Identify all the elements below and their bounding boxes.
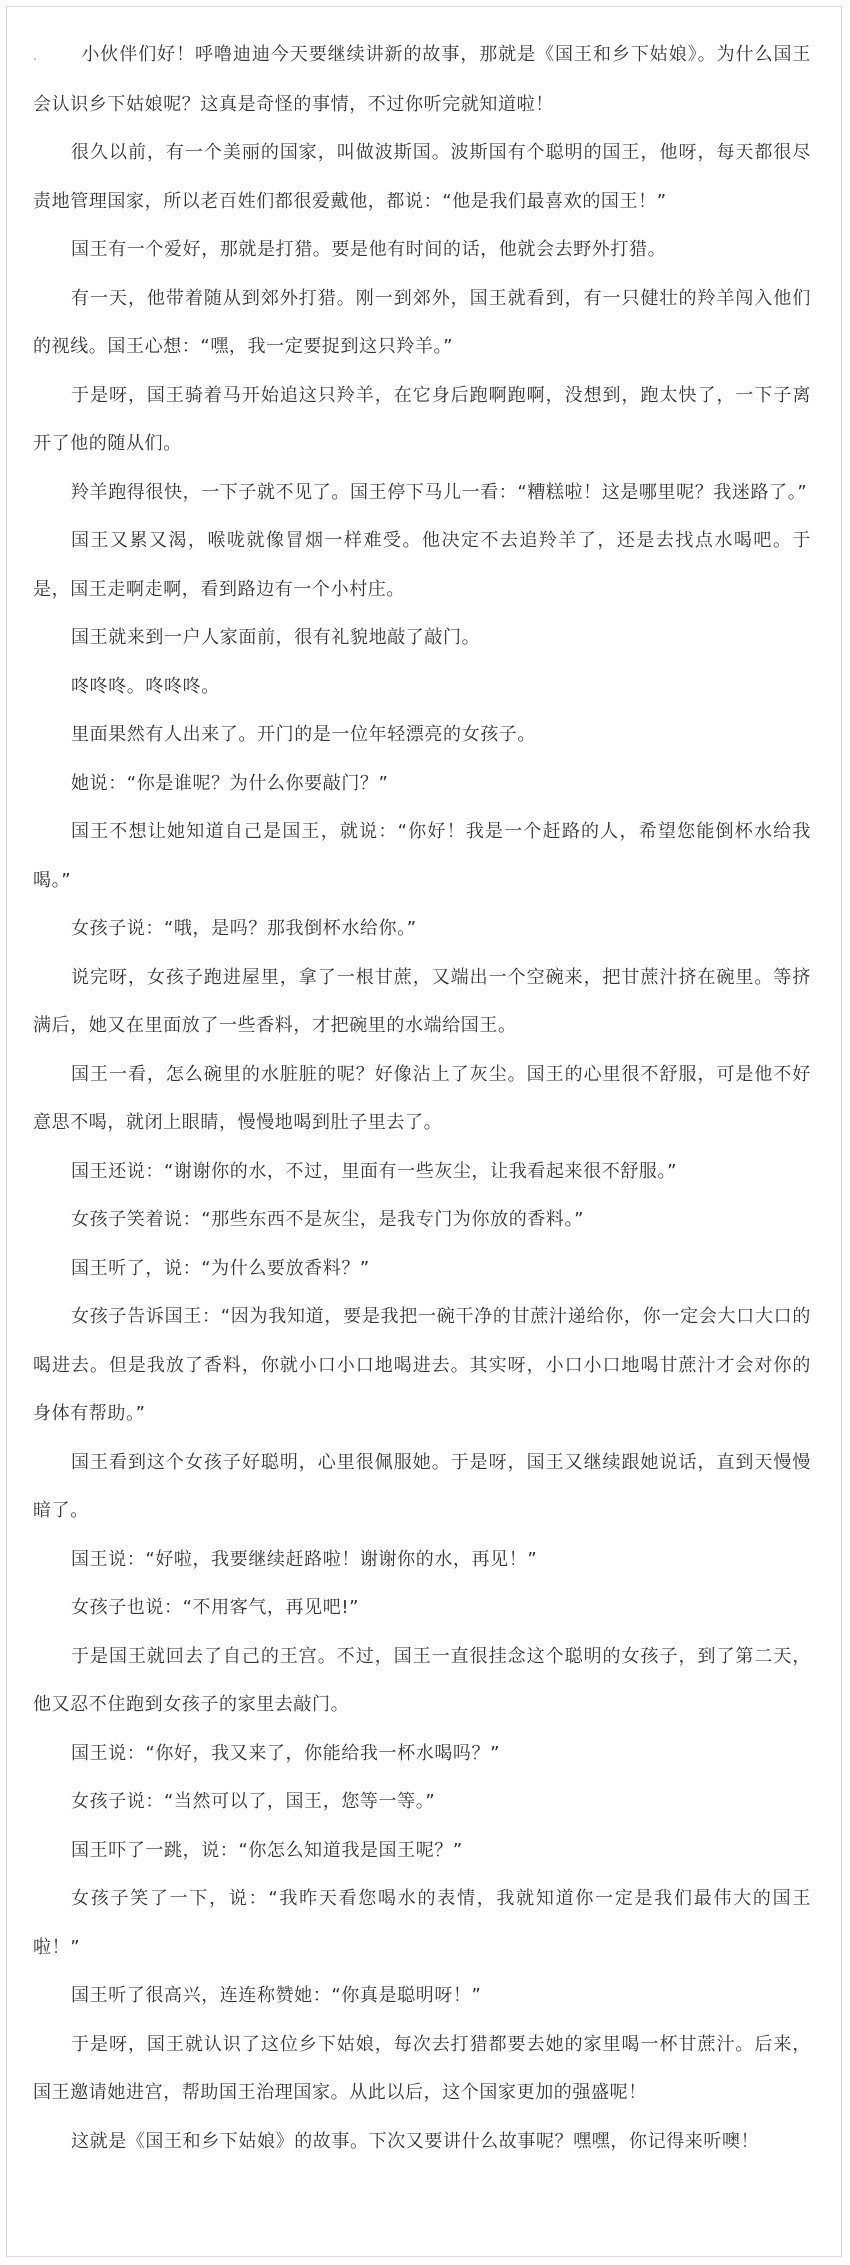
paragraph: 女孩子也说：“不用客气，再见吧!” — [71, 1597, 360, 1618]
paragraph: 女孩子说：“哦，是吗？那我倒杯水给你。” — [71, 918, 417, 939]
paragraph: 说完呀，女孩子跑进屋里，拿了一根甘蔗，又端出一个空碗来，把甘蔗汁挤在碗里。等挤满后，她又在里面放了一些香料，才把碗里的水端给国王。 — [33, 966, 811, 1036]
paragraph: 国王说：“好啦，我要继续赶路啦！谢谢你的水，再见！” — [71, 1548, 538, 1570]
paragraph: 国王一看，怎么碗里的水脏脏的呢？好像沾上了灰尘。国王的心里很不舒服，可是他不好意思不喝，就闭上眼睛，慢慢地喝到肚子里去了。 — [33, 1063, 811, 1133]
paragraph: 女孩子笑了一下，说：“我昨天看您喝水的表情，我就知道你一定是我们最伟大的国王啦！” — [33, 1888, 811, 1958]
paragraph: 国王看到这个女孩子好聪明，心里很佩服她。于是呀，国王又继续跟她说话，直到天慢慢暗了。 — [33, 1451, 811, 1521]
paragraph: 这就是《国王和乡下姑娘》的故事。下次又要讲什么故事呢？嘿嘿，你记得来听噢！ — [71, 2130, 760, 2152]
paragraph: 国王听了很高兴，连连称赞她：“你真是聪明呀！” — [71, 1985, 482, 2006]
paragraph: 国王吓了一跳，说：“你怎么知道我是国王呢？” — [71, 1839, 463, 1861]
paragraph — [33, 31, 811, 129]
paragraph: 很久以前，有一个美丽的国家，叫做波斯国。波斯国有个聪明的国王，他呀，每天都很尽责地管理国家，所以老百姓们都很爱戴他，都说：“他是我们最喜欢的国王！” — [33, 142, 811, 212]
paragraph: 国王不想让她知道自己是国王，就说：“你好！我是一个赶路的人，希望您能倒杯水给我喝。” — [33, 821, 811, 891]
paragraph-text: 小伙伴们好！呼噜迪迪今天要继续讲新的故事，那就是《国王和乡下姑娘》。为什么国王会认识乡下姑娘呢？这真是奇怪的事情，不过你听完就知道啦！ — [33, 44, 811, 115]
paragraph: 国王还说：“谢谢你的水，不过，里面有一些灰尘，让我看起来很不舒服。” — [71, 1160, 678, 1182]
paragraph: 于是呀，国王骑着马开始追这只羚羊，在它身后跑啊跑啊，没想到，跑太快了，一下子离开了他的随从们。 — [33, 384, 811, 454]
paragraph: 她说：“你是谁呢？为什么你要敲门？” — [71, 772, 389, 794]
paragraph: 于是国王就回去了自己的王宫。不过，国王一直很挂念这个聪明的女孩子，到了第二天，他又忍不住跑到女孩子的家里去敲门。 — [33, 1645, 811, 1715]
paragraph: 羚羊跑得很快，一下子就不见了。国王停下马儿一看：“糟糕啦！这是哪里呢？我迷路了。” — [71, 481, 808, 503]
lead-mark: . — [33, 49, 38, 63]
paragraph: 女孩子笑着说：“那些东西不是灰尘，是我专门为你放的香料。” — [71, 1209, 585, 1230]
article-body — [33, 31, 811, 2166]
paragraph: 国王有一个爱好，那就是打猎。要是他有时间的话，他就会去野外打猎。 — [71, 239, 667, 260]
paragraph: 国王就来到一户人家面前，很有礼貌地敲了敲门。 — [71, 627, 481, 648]
paragraph: 咚咚咚。咚咚咚。 — [71, 675, 220, 697]
paragraph: 国王说：“你好，我又来了，你能给我一杯水喝吗？” — [71, 1742, 501, 1764]
paragraph: 国王听了，说：“为什么要放香料？” — [71, 1257, 370, 1279]
paragraph: 有一天，他带着随从到郊外打猎。刚一到郊外，国王就看到，有一只健壮的羚羊闯入他们的视线。国王心想：“嘿，我一定要捉到这只羚羊。” — [33, 287, 811, 357]
paragraph: 女孩子说：“当然可以了，国王，您等一等。” — [71, 1791, 436, 1812]
article-frame — [6, 6, 842, 2257]
paragraph: 于是呀，国王就认识了这位乡下姑娘，每次去打猎都要去她的家里喝一杯甘蔗汁。后来，国王邀请她进宫，帮助国王治理国家。从此以后，这个国家更加的强盛呢！ — [33, 2033, 811, 2103]
paragraph: 女孩子告诉国王：“因为我知道，要是我把一碗干净的甘蔗汁递给你，你一定会大口大口的喝进去。但是我放了香料，你就小口小口地喝进去。其实呀，小口小口地喝甘蔗汁才会对你的身体有帮助。” — [33, 1306, 811, 1424]
paragraph: 国王又累又渴，喉咙就像冒烟一样难受。他决定不去追羚羊了，还是去找点水喝吧。于是，国王走啊走啊，看到路边有一个小村庄。 — [33, 530, 811, 600]
paragraph: 里面果然有人出来了。开门的是一位年轻漂亮的女孩子。 — [71, 724, 536, 745]
